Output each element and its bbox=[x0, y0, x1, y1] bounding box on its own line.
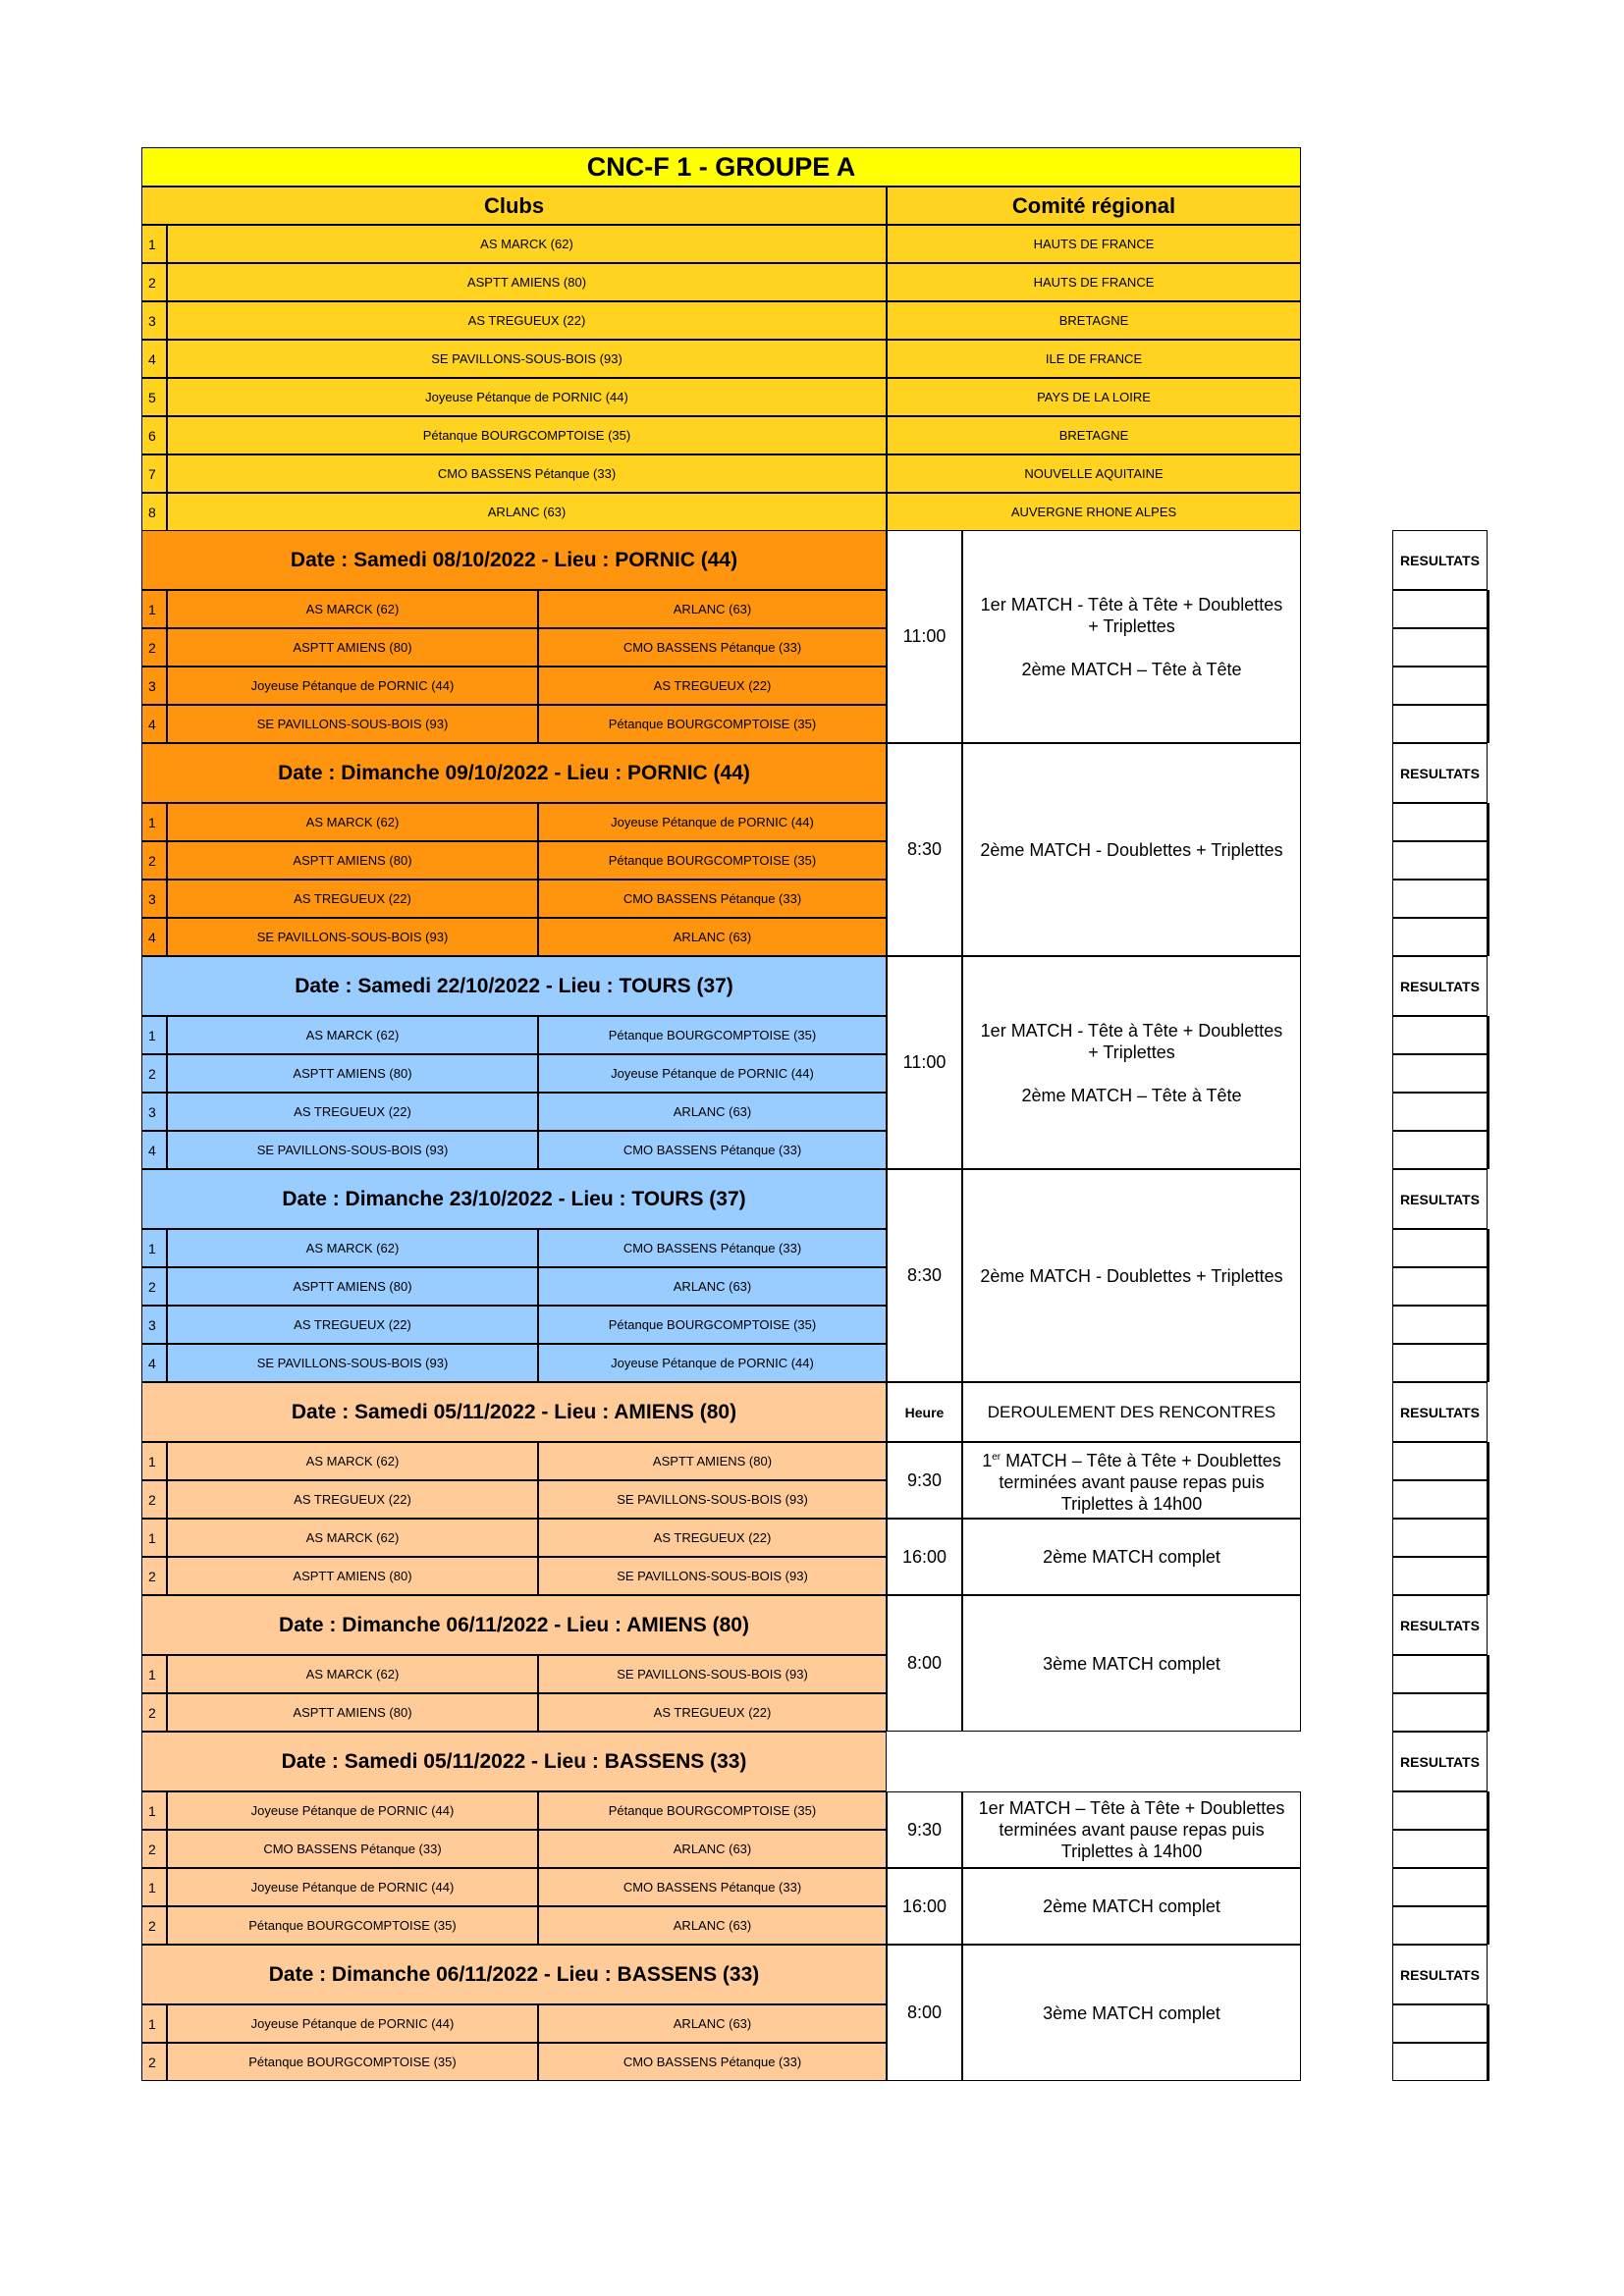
match-away-team: CMO BASSENS Pétanque (33) bbox=[538, 2043, 887, 2081]
match-number: 2 bbox=[141, 2043, 167, 2081]
match-home-team: AS MARCK (62) bbox=[167, 1442, 538, 1480]
match-number: 4 bbox=[141, 705, 167, 743]
match-description: 3ème MATCH complet bbox=[962, 1945, 1301, 2081]
result-away-box bbox=[1488, 1519, 1489, 1557]
result-away-box bbox=[1488, 1131, 1489, 1169]
club-name: CMO BASSENS Pétanque (33) bbox=[167, 454, 887, 493]
match-away-team: Pétanque BOURGCOMPTOISE (35) bbox=[538, 1016, 887, 1054]
match-home-team: SE PAVILLONS-SOUS-BOIS (93) bbox=[167, 705, 538, 743]
match-time: 8:00 bbox=[887, 1595, 962, 1732]
match-home-team: Pétanque BOURGCOMPTOISE (35) bbox=[167, 2043, 538, 2081]
match-home-team: Pétanque BOURGCOMPTOISE (35) bbox=[167, 1906, 538, 1945]
club-region: PAYS DE LA LOIRE bbox=[887, 378, 1301, 416]
result-home-box bbox=[1392, 1131, 1488, 1169]
match-home-team: ASPTT AMIENS (80) bbox=[167, 1693, 538, 1732]
results-label: RESULTATS bbox=[1392, 1732, 1488, 1791]
result-home-box bbox=[1392, 1442, 1488, 1480]
club-number: 6 bbox=[141, 416, 167, 454]
match-away-team: Joyeuse Pétanque de PORNIC (44) bbox=[538, 1344, 887, 1382]
match-description: 2ème MATCH complet bbox=[962, 1868, 1301, 1945]
match-home-team: SE PAVILLONS-SOUS-BOIS (93) bbox=[167, 1344, 538, 1382]
round-date-header: Date : Dimanche 23/10/2022 - Lieu : TOURS (37) bbox=[141, 1169, 887, 1229]
match-away-team: Pétanque BOURGCOMPTOISE (35) bbox=[538, 1306, 887, 1344]
match-number: 1 bbox=[141, 1016, 167, 1054]
page-title: CNC-F 1 - GROUPE A bbox=[141, 147, 1301, 187]
match-away-team: CMO BASSENS Pétanque (33) bbox=[538, 880, 887, 918]
match-time: 9:30 bbox=[887, 1791, 962, 1868]
match-number: 4 bbox=[141, 1344, 167, 1382]
result-home-box bbox=[1392, 1054, 1488, 1093]
match-number: 1 bbox=[141, 1229, 167, 1267]
club-name: SE PAVILLONS-SOUS-BOIS (93) bbox=[167, 340, 887, 378]
match-away-team: ARLANC (63) bbox=[538, 1267, 887, 1306]
match-time: 11:00 bbox=[887, 956, 962, 1169]
result-away-box bbox=[1488, 1442, 1489, 1480]
result-away-box bbox=[1488, 628, 1489, 667]
round-date-header: Date : Samedi 05/11/2022 - Lieu : BASSENS (33) bbox=[141, 1732, 887, 1791]
result-away-box bbox=[1488, 705, 1489, 743]
result-away-box bbox=[1488, 1830, 1489, 1868]
result-away-box bbox=[1488, 1480, 1489, 1519]
match-away-team: ARLANC (63) bbox=[538, 1906, 887, 1945]
result-home-box bbox=[1392, 1306, 1488, 1344]
match-away-team: Pétanque BOURGCOMPTOISE (35) bbox=[538, 705, 887, 743]
match-away-team: ARLANC (63) bbox=[538, 590, 887, 628]
result-home-box bbox=[1392, 1229, 1488, 1267]
match-number: 3 bbox=[141, 1093, 167, 1131]
match-home-team: SE PAVILLONS-SOUS-BOIS (93) bbox=[167, 1131, 538, 1169]
result-away-box bbox=[1488, 1868, 1489, 1906]
match-number: 4 bbox=[141, 918, 167, 956]
result-home-box bbox=[1392, 918, 1488, 956]
round-date-header: Date : Samedi 08/10/2022 - Lieu : PORNIC (44) bbox=[141, 530, 887, 590]
club-name: AS MARCK (62) bbox=[167, 225, 887, 263]
result-home-box bbox=[1392, 667, 1488, 705]
result-home-box bbox=[1392, 2004, 1488, 2043]
club-number: 8 bbox=[141, 493, 167, 531]
club-name: AS TREGUEUX (22) bbox=[167, 301, 887, 340]
match-time: 16:00 bbox=[887, 1868, 962, 1945]
match-home-team: ASPTT AMIENS (80) bbox=[167, 628, 538, 667]
match-number: 2 bbox=[141, 841, 167, 880]
match-number: 1 bbox=[141, 590, 167, 628]
match-home-team: AS MARCK (62) bbox=[167, 1519, 538, 1557]
match-home-team: Joyeuse Pétanque de PORNIC (44) bbox=[167, 1868, 538, 1906]
match-number: 3 bbox=[141, 880, 167, 918]
region-header: Comité régional bbox=[887, 187, 1301, 225]
results-label: RESULTATS bbox=[1392, 956, 1488, 1016]
match-description bbox=[962, 1442, 1301, 1519]
result-away-box bbox=[1488, 880, 1489, 918]
match-home-team: AS TREGUEUX (22) bbox=[167, 1093, 538, 1131]
match-number: 1 bbox=[141, 803, 167, 841]
result-away-box bbox=[1488, 590, 1489, 628]
match-away-team: Joyeuse Pétanque de PORNIC (44) bbox=[538, 803, 887, 841]
result-home-box bbox=[1392, 1557, 1488, 1595]
match-number: 1 bbox=[141, 1655, 167, 1693]
match-number: 2 bbox=[141, 1267, 167, 1306]
match-time: 8:30 bbox=[887, 743, 962, 956]
match-number: 2 bbox=[141, 1830, 167, 1868]
match-home-team: AS TREGUEUX (22) bbox=[167, 880, 538, 918]
clubs-header: Clubs bbox=[141, 187, 887, 225]
round-date-header: Date : Dimanche 06/11/2022 - Lieu : BASSENS (33) bbox=[141, 1945, 887, 2004]
club-number: 2 bbox=[141, 263, 167, 301]
result-home-box bbox=[1392, 1655, 1488, 1693]
result-away-box bbox=[1488, 1229, 1489, 1267]
round-date-header: Date : Dimanche 09/10/2022 - Lieu : PORNIC (44) bbox=[141, 743, 887, 803]
result-away-box bbox=[1488, 1306, 1489, 1344]
match-description: 2ème MATCH complet bbox=[962, 1519, 1301, 1595]
match-away-team: AS TREGUEUX (22) bbox=[538, 1519, 887, 1557]
result-home-box bbox=[1392, 1480, 1488, 1519]
result-home-box bbox=[1392, 1093, 1488, 1131]
result-away-box bbox=[1488, 1557, 1489, 1595]
match-away-team: SE PAVILLONS-SOUS-BOIS (93) bbox=[538, 1480, 887, 1519]
match-home-team: ASPTT AMIENS (80) bbox=[167, 1054, 538, 1093]
description-text: 1er MATCH – Tête à Tête + Doublettes terminées avant pause repas puis Triplettes à 14h00 bbox=[982, 1450, 1281, 1514]
match-number: 1 bbox=[141, 1519, 167, 1557]
result-away-box bbox=[1488, 1054, 1489, 1093]
club-number: 4 bbox=[141, 340, 167, 378]
results-label: RESULTATS bbox=[1392, 530, 1488, 590]
match-time: 11:00 bbox=[887, 530, 962, 743]
result-away-box bbox=[1488, 2043, 1489, 2081]
club-name: Joyeuse Pétanque de PORNIC (44) bbox=[167, 378, 887, 416]
match-home-team: AS MARCK (62) bbox=[167, 1016, 538, 1054]
club-region: HAUTS DE FRANCE bbox=[887, 263, 1301, 301]
match-home-team: Joyeuse Pétanque de PORNIC (44) bbox=[167, 2004, 538, 2043]
match-home-team: CMO BASSENS Pétanque (33) bbox=[167, 1830, 538, 1868]
result-away-box bbox=[1488, 1791, 1489, 1830]
match-description: 3ème MATCH complet bbox=[962, 1595, 1301, 1732]
result-away-box bbox=[1488, 1906, 1489, 1945]
result-home-box bbox=[1392, 1693, 1488, 1732]
match-away-team: CMO BASSENS Pétanque (33) bbox=[538, 1131, 887, 1169]
result-home-box bbox=[1392, 1267, 1488, 1306]
results-label: RESULTATS bbox=[1392, 1945, 1488, 2004]
match-home-team: SE PAVILLONS-SOUS-BOIS (93) bbox=[167, 918, 538, 956]
heure-label: Heure bbox=[887, 1382, 962, 1442]
result-home-box bbox=[1392, 2043, 1488, 2081]
round-date-header: Date : Samedi 05/11/2022 - Lieu : AMIENS (80) bbox=[141, 1382, 887, 1442]
match-away-team: Pétanque BOURGCOMPTOISE (35) bbox=[538, 1791, 887, 1830]
club-region: BRETAGNE bbox=[887, 416, 1301, 454]
match-away-team: SE PAVILLONS-SOUS-BOIS (93) bbox=[538, 1557, 887, 1595]
match-home-team: AS MARCK (62) bbox=[167, 590, 538, 628]
results-label: RESULTATS bbox=[1392, 1382, 1488, 1442]
match-away-team: CMO BASSENS Pétanque (33) bbox=[538, 1229, 887, 1267]
match-away-team: ARLANC (63) bbox=[538, 918, 887, 956]
results-label: RESULTATS bbox=[1392, 743, 1488, 803]
match-home-team: AS MARCK (62) bbox=[167, 1655, 538, 1693]
club-region: BRETAGNE bbox=[887, 301, 1301, 340]
club-region: HAUTS DE FRANCE bbox=[887, 225, 1301, 263]
club-name: ARLANC (63) bbox=[167, 493, 887, 531]
match-description: 1er MATCH - Tête à Tête + Doublettes + Triplettes 2ème MATCH – Tête à Tête bbox=[962, 530, 1301, 743]
match-home-team: AS TREGUEUX (22) bbox=[167, 1480, 538, 1519]
match-home-team: Joyeuse Pétanque de PORNIC (44) bbox=[167, 667, 538, 705]
match-number: 1 bbox=[141, 2004, 167, 2043]
match-time: 16:00 bbox=[887, 1519, 962, 1595]
result-home-box bbox=[1392, 628, 1488, 667]
result-away-box bbox=[1488, 1693, 1489, 1732]
club-name: ASPTT AMIENS (80) bbox=[167, 263, 887, 301]
result-home-box bbox=[1392, 841, 1488, 880]
result-away-box bbox=[1488, 1344, 1489, 1382]
match-number: 3 bbox=[141, 1306, 167, 1344]
match-number: 1 bbox=[141, 1791, 167, 1830]
club-number: 1 bbox=[141, 225, 167, 263]
match-number: 2 bbox=[141, 1480, 167, 1519]
match-number: 2 bbox=[141, 1693, 167, 1732]
match-home-team: AS MARCK (62) bbox=[167, 803, 538, 841]
match-number: 2 bbox=[141, 1054, 167, 1093]
match-away-team: AS TREGUEUX (22) bbox=[538, 1693, 887, 1732]
match-away-team: Joyeuse Pétanque de PORNIC (44) bbox=[538, 1054, 887, 1093]
result-away-box bbox=[1488, 1093, 1489, 1131]
round-date-header: Date : Dimanche 06/11/2022 - Lieu : AMIENS (80) bbox=[141, 1595, 887, 1655]
result-home-box bbox=[1392, 880, 1488, 918]
result-home-box bbox=[1392, 803, 1488, 841]
match-number: 2 bbox=[141, 1906, 167, 1945]
club-region: ILE DE FRANCE bbox=[887, 340, 1301, 378]
result-home-box bbox=[1392, 1016, 1488, 1054]
result-away-box bbox=[1488, 918, 1489, 956]
match-away-team: ARLANC (63) bbox=[538, 2004, 887, 2043]
result-home-box bbox=[1392, 1906, 1488, 1945]
club-number: 3 bbox=[141, 301, 167, 340]
match-number: 1 bbox=[141, 1868, 167, 1906]
result-away-box bbox=[1488, 2004, 1489, 2043]
result-away-box bbox=[1488, 1016, 1489, 1054]
result-away-box bbox=[1488, 1267, 1489, 1306]
match-description: 2ème MATCH - Doublettes + Triplettes bbox=[962, 1169, 1301, 1382]
result-home-box bbox=[1392, 1830, 1488, 1868]
match-home-team: Joyeuse Pétanque de PORNIC (44) bbox=[167, 1791, 538, 1830]
match-away-team: ARLANC (63) bbox=[538, 1830, 887, 1868]
match-home-team: AS TREGUEUX (22) bbox=[167, 1306, 538, 1344]
match-away-team: AS TREGUEUX (22) bbox=[538, 667, 887, 705]
match-away-team: SE PAVILLONS-SOUS-BOIS (93) bbox=[538, 1655, 887, 1693]
match-description: 1er MATCH – Tête à Tête + Doublettes terminées avant pause repas puis Triplettes à 14h00 bbox=[962, 1791, 1301, 1868]
match-time: 9:30 bbox=[887, 1442, 962, 1519]
match-description: 1er MATCH - Tête à Tête + Doublettes + Triplettes 2ème MATCH – Tête à Tête bbox=[962, 956, 1301, 1169]
match-home-team: ASPTT AMIENS (80) bbox=[167, 841, 538, 880]
match-home-team: ASPTT AMIENS (80) bbox=[167, 1267, 538, 1306]
club-name: Pétanque BOURGCOMPTOISE (35) bbox=[167, 416, 887, 454]
result-home-box bbox=[1392, 1791, 1488, 1830]
round-date-header: Date : Samedi 22/10/2022 - Lieu : TOURS (37) bbox=[141, 956, 887, 1016]
match-away-team: CMO BASSENS Pétanque (33) bbox=[538, 628, 887, 667]
result-home-box bbox=[1392, 705, 1488, 743]
results-label: RESULTATS bbox=[1392, 1595, 1488, 1655]
match-away-team: ARLANC (63) bbox=[538, 1093, 887, 1131]
match-number: 2 bbox=[141, 1557, 167, 1595]
result-away-box bbox=[1488, 841, 1489, 880]
match-number: 4 bbox=[141, 1131, 167, 1169]
match-home-team: AS MARCK (62) bbox=[167, 1229, 538, 1267]
match-number: 1 bbox=[141, 1442, 167, 1480]
match-time: 8:30 bbox=[887, 1169, 962, 1382]
match-description: 2ème MATCH - Doublettes + Triplettes bbox=[962, 743, 1301, 956]
match-away-team: ASPTT AMIENS (80) bbox=[538, 1442, 887, 1480]
result-home-box bbox=[1392, 590, 1488, 628]
result-away-box bbox=[1488, 803, 1489, 841]
club-number: 7 bbox=[141, 454, 167, 493]
match-away-team: Pétanque BOURGCOMPTOISE (35) bbox=[538, 841, 887, 880]
club-region: AUVERGNE RHONE ALPES bbox=[887, 493, 1301, 531]
result-away-box bbox=[1488, 1655, 1489, 1693]
match-home-team: ASPTT AMIENS (80) bbox=[167, 1557, 538, 1595]
result-home-box bbox=[1392, 1868, 1488, 1906]
deroulement-label: DEROULEMENT DES RENCONTRES bbox=[962, 1382, 1301, 1442]
result-home-box bbox=[1392, 1344, 1488, 1382]
match-number: 2 bbox=[141, 628, 167, 667]
results-label: RESULTATS bbox=[1392, 1169, 1488, 1229]
match-number: 3 bbox=[141, 667, 167, 705]
result-home-box bbox=[1392, 1519, 1488, 1557]
match-time: 8:00 bbox=[887, 1945, 962, 2081]
club-region: NOUVELLE AQUITAINE bbox=[887, 454, 1301, 493]
match-away-team: CMO BASSENS Pétanque (33) bbox=[538, 1868, 887, 1906]
result-away-box bbox=[1488, 667, 1489, 705]
club-number: 5 bbox=[141, 378, 167, 416]
